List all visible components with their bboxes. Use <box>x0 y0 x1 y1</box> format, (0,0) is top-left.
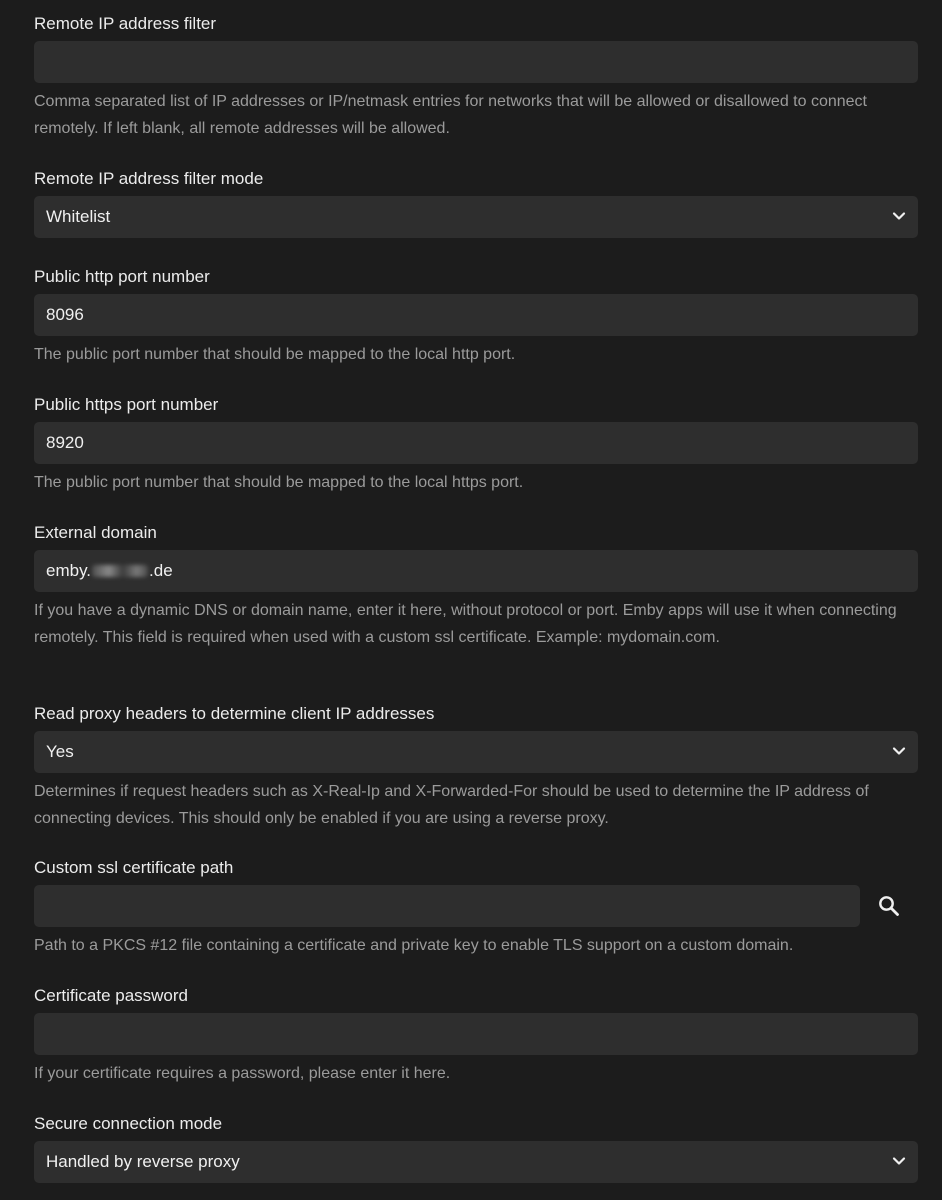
proxy-headers-select[interactable] <box>34 731 918 773</box>
remote-ip-filter-mode-value: Whitelist <box>46 207 111 226</box>
ssl-cert-path-row <box>34 885 918 927</box>
remote-ip-filter-mode-label: Remote IP address filter mode <box>34 169 264 188</box>
chevron-down-icon <box>892 744 906 758</box>
ssl-cert-path-input[interactable] <box>34 885 860 927</box>
external-domain-label: External domain <box>34 523 157 542</box>
secure-connection-mode-label: Secure connection mode <box>34 1114 223 1133</box>
search-icon <box>877 894 901 918</box>
external-domain-group <box>34 522 918 651</box>
remote-ip-filter-group <box>34 13 918 142</box>
public-https-port-label: Public https port number <box>34 395 219 414</box>
external-domain-suffix: .de <box>149 561 173 580</box>
public-http-port-help: The public port number that should be mapped to the local http port. <box>34 346 516 363</box>
external-domain-input[interactable] <box>34 550 918 592</box>
secure-connection-mode-select[interactable] <box>34 1141 918 1183</box>
proxy-headers-value: Yes <box>46 742 74 761</box>
external-domain-prefix: emby. <box>46 561 92 580</box>
ssl-cert-path-label: Custom ssl certificate path <box>34 858 234 877</box>
external-domain-help: If you have a dynamic DNS or domain name, enter it here, without protocol or port. Emby apps will use it when connecting remotely. This field is required when used with a custom ssl certificate. Example: mydomain.com. <box>34 602 897 646</box>
public-https-port-help: The public port number that should be mapped to the local https port. <box>34 474 524 491</box>
cert-password-group <box>34 985 918 1087</box>
chevron-down-icon <box>892 1154 906 1168</box>
public-http-port-group <box>34 266 918 368</box>
cert-password-label: Certificate password <box>34 986 189 1005</box>
ssl-cert-path-group <box>34 857 918 959</box>
secure-connection-mode-value: Handled by reverse proxy <box>46 1152 240 1171</box>
browse-button[interactable] <box>860 885 918 927</box>
cert-password-help: If your certificate requires a password, please enter it here. <box>34 1065 451 1082</box>
remote-ip-filter-label: Remote IP address filter <box>34 14 217 33</box>
proxy-headers-help: Determines if request headers such as X-Real-Ip and X-Forwarded-For should be used to determine the IP address of connecting devices. This should only be enabled if you are using a reverse proxy. <box>34 783 869 827</box>
chevron-down-icon <box>892 209 906 223</box>
public-http-port-label: Public http port number <box>34 267 210 286</box>
remote-ip-filter-mode-select[interactable] <box>34 196 918 238</box>
remote-ip-filter-input[interactable] <box>34 41 918 83</box>
remote-ip-filter-mode-group <box>34 168 918 238</box>
public-http-port-input[interactable] <box>34 294 918 336</box>
public-https-port-input[interactable] <box>34 422 918 464</box>
remote-ip-filter-help: Comma separated list of IP addresses or IP/netmask entries for networks that will be allowed or disallowed to connect remotely. If left blank, all remote addresses will be allowed. <box>34 93 867 137</box>
proxy-headers-group <box>34 703 918 832</box>
proxy-headers-label: Read proxy headers to determine client IP addresses <box>34 704 435 723</box>
ssl-cert-path-help: Path to a PKCS #12 file containing a certificate and private key to enable TLS support on a custom domain. <box>34 937 794 954</box>
secure-connection-mode-group <box>34 1113 918 1183</box>
public-https-port-group <box>34 394 918 496</box>
redacted-blur <box>92 565 148 577</box>
cert-password-input[interactable] <box>34 1013 918 1055</box>
